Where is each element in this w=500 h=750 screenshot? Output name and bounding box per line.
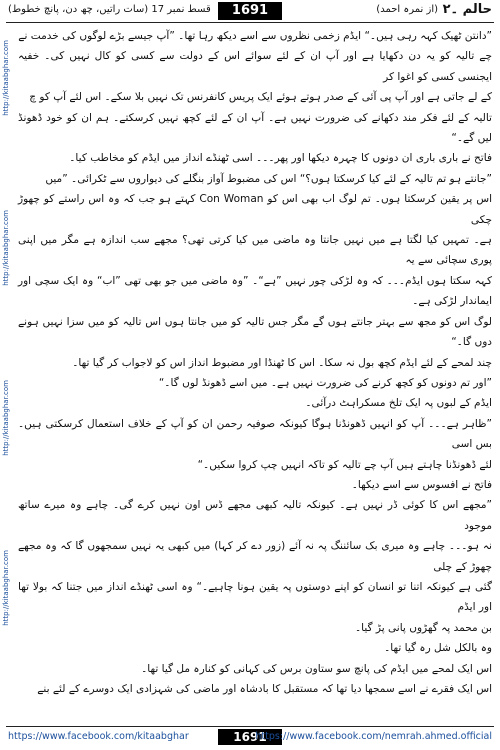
text-line: گئی ہے کیونکہ اتنا تو انسان کو اپنے دوستوں پہ یقین ہونا چاہیے۔“ وہ اسی ٹھنڈے انداز میں جتنا کہ بولا تھا اور ایڈم — [18, 580, 492, 614]
text-line: ”جانتے ہو تم تالیہ کے لئے کیا کرسکتا ہوں؟“ اس کی مضبوط آواز بنگلے کی دیواروں سے ٹکرائی۔ ”میں — [45, 172, 492, 185]
text-line: کہہ سکتا ہوں ایڈم۔۔۔ کہ وہ لڑکی چور نہیں ”ہے“۔ ”وہ ماضی میں جو بھی تھی ”اب“ وہ ایک سچی اور ایماندار لڑکی ہے۔ — [18, 274, 492, 308]
text-line: ”دانتن ٹھیک کہہ رہی ہیں۔“ ایڈم زخمی نظروں سے اسے دیکھ رہا تھا۔ ”آپ جیسے بڑے لوگوں کی خدمت نے — [18, 30, 492, 42]
text-line: کے لے جاتی ہے اور آپ پی آئی کے صدر ہوتے ہوئے ایک پریس کانفرنس تک نہیں بلا سکے۔ اس لئے آپ کو چ — [29, 91, 492, 104]
page-number-top: 1691 — [218, 2, 282, 20]
side-watermark — [2, 40, 14, 700]
text-line: اس پر یقین کرسکتا ہوں۔ تم لوگ اب بھی اس کو Con Woman کہتے ہو جب کہ وہ اس راستے کو چھوڑ چکی — [18, 193, 493, 226]
watermark-link: http://kitaabghar.com — [2, 550, 10, 626]
episode-title: قسط نمبر 17 (سات راتیں، چھ دن، پانچ خطوط) — [8, 4, 211, 15]
author-name: (از نمرہ احمد) — [376, 4, 438, 15]
text-line: اس ایک لمحے میں ایڈم کی پانچ سو ستاون برس کی کہانی کو کنارہ مل گیا تھا۔ — [141, 662, 492, 675]
page-number-bottom: 1691 — [218, 729, 282, 745]
page-header — [0, 0, 500, 24]
page-footer — [0, 726, 500, 750]
text-line: ”اور تم دونوں کو کچھ کرنے کی ضرورت نہیں ہے۔ میں اسے ڈھونڈ لوں گا۔“ — [158, 376, 492, 389]
text-line: ایڈم کے لبوں پہ ایک تلخ مسکراہٹ درآئی۔ — [305, 397, 492, 410]
story-text — [18, 26, 492, 699]
header-divider — [6, 22, 494, 23]
text-line: ہے۔ تمہیں کیا لگتا ہے میں نہیں جانتا وہ ماضی میں کیا کرتی تھی؟ مجھے سب اندازہ ہے مگر میں اپنی پوری سچائی سے یہ — [18, 234, 492, 267]
watermark-link: http://kitaabghar.com — [2, 380, 10, 456]
text-line: ”مجھے اس کا کوئی ڈر نہیں ہے۔ کیونکہ تالیہ کبھی مجھے ڈس اون نہیں کرے گی۔ چاہے وہ میرے ساتھ موجود — [18, 499, 492, 532]
text-line: لئے ڈھونڈنا چاہتے ہیں آپ چے تالیہ کو تاکہ انہیں چپ کروا سکیں۔“ — [197, 458, 492, 471]
text-line: بن محمد پہ گھڑوں پانی پڑ گیا۔ — [354, 621, 492, 634]
text-line: فاتح نے افسوس سے اسے دیکھا۔ — [351, 478, 492, 491]
text-line: اس ایک فقرے نے اسے سمجھا دیا تھا کہ مستقبل کا بادشاہ اور ماضی کی شہزادی ایک دوسرے کے لئے بنے — [37, 683, 492, 695]
text-line: ”ظاہر ہے۔۔۔ آپ کو انہیں ڈھونڈنا ہوگا کیونکہ صوفیہ رحمن ان کو آپ کے خلاف استعمال کرسکتی ہیں۔ بس اسی — [18, 417, 492, 451]
book-title: حالم ۔۲ — [442, 2, 492, 17]
text-line: چند لمحے کے لئے ایڈم کچھ بول نہ سکا۔ اس کا ٹھنڈا اور مضبوط انداز اس کو لاجواب کر گیا تھا۔ — [72, 356, 492, 369]
watermark-link: http://kitaabghar.com — [2, 40, 10, 116]
facebook-link-author[interactable]: https://www.facebook.com/nemrah.ahmed.official — [255, 731, 492, 742]
text-line: فاتح نے باری باری ان دونوں کا چہرہ دیکھا اور پھر۔۔۔ اسی ٹھنڈے انداز میں ایڈم کو مخاطب کیا۔ — [69, 152, 492, 165]
text-line: نہ ہو۔۔۔ چاہے وہ میری بک سائننگ پہ نہ آئے (زور دے کر کہا) میں کبھی یہ نہیں سمجھوں گا کہ وہ مجھے چھوڑ کے چلی — [18, 540, 492, 573]
text-line: لوگ اس کو مجھ سے بہتر جانتے ہوں گے مگر جس تالیہ کو میں جانتا ہوں اس تالیہ کو میں سزا نہیں ہونے دوں گا۔“ — [18, 315, 492, 349]
text-line: چے تالیہ کو یہ دن دکھایا ہے اور آپ ان کے لئے سوائے اس کے دولت سے کسی کو کال نہیں کی۔ خفیہ ایجنسی کسی کو اغوا کر — [18, 50, 492, 83]
text-line: تالیہ کے لئے فکر مند دکھانے کی ضرورت نہیں ہے۔ آپ ان کے لئے کچھ نہیں کرسکتے۔ ہم ان کو خود ڈھونڈ لیں گے۔“ — [18, 111, 492, 145]
text-line: وہ بالکل شل رہ گیا تھا۔ — [384, 642, 492, 655]
facebook-link-kitaabghar[interactable]: https://www.facebook.com/kitaabghar — [8, 731, 189, 742]
footer-divider — [6, 726, 494, 727]
watermark-link: http://kitaabghar.com — [2, 210, 10, 286]
